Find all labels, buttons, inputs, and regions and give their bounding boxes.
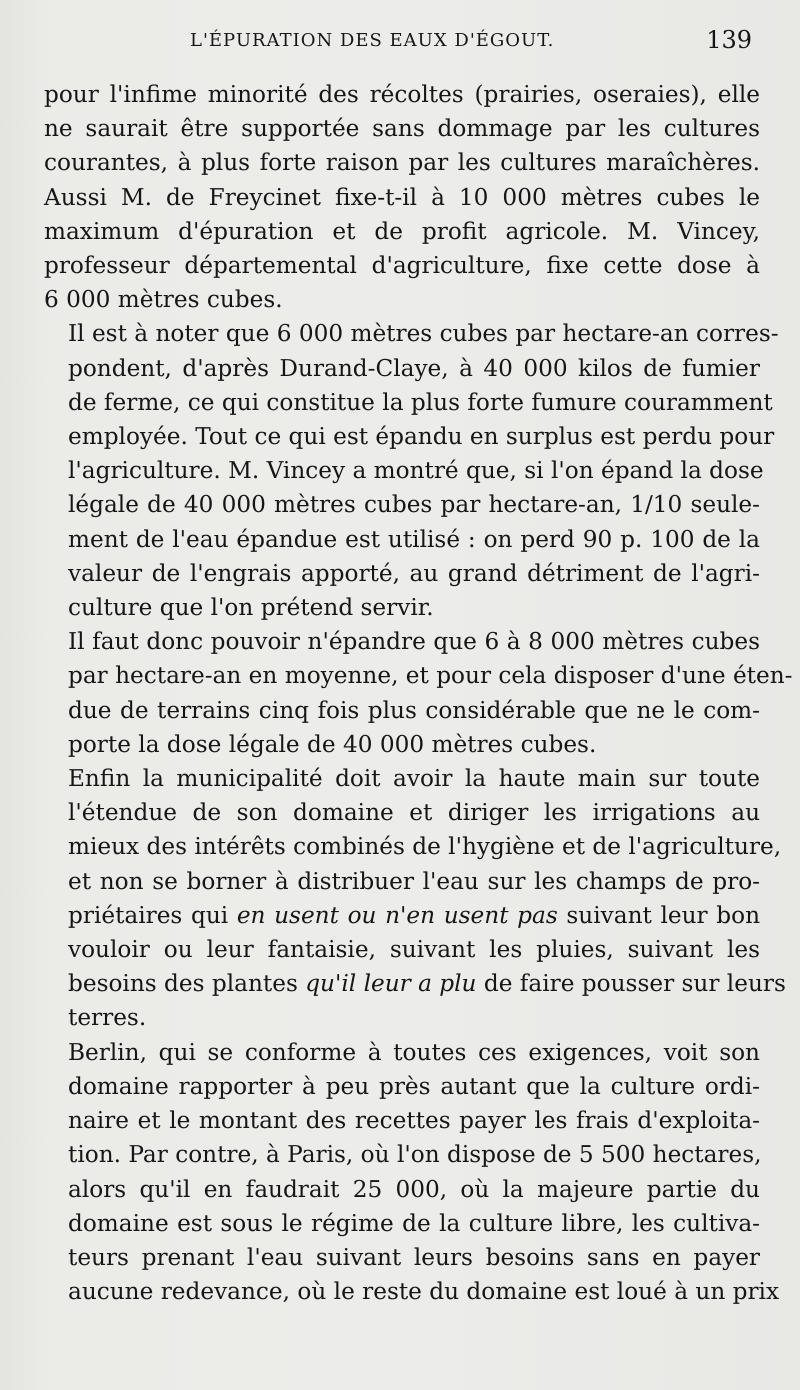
text-line: mieux des intérêts combinés de l'hygiène et de l'agriculture,	[68, 833, 782, 861]
italic-phrase: en usent ou n'en usent pas	[236, 901, 558, 929]
text-fragment: priétaires qui	[68, 901, 229, 929]
text-line	[44, 899, 760, 933]
text-line: aucune redevance, où le reste du domaine est loué à un prix	[68, 1278, 780, 1306]
text-fragment: besoins des plantes	[68, 970, 298, 998]
text-fragment: suivant leur bon	[566, 901, 761, 929]
text-line: Berlin, qui se conforme à toutes ces exigences, voit son	[68, 1038, 760, 1066]
paragraph-2	[44, 317, 779, 625]
text-line: due de terrains cinq fois plus considérable que ne le com-	[68, 696, 760, 724]
text-line: valeur de l'engrais apporté, au grand détriment de l'agri-	[68, 559, 760, 587]
text-fragment: de faire pousser sur leurs	[483, 970, 786, 998]
text-line: courantes, à plus forte raison par les cultures maraîchères.	[44, 149, 760, 177]
text-line: tion. Par contre, à Paris, où l'on dispose de 5 500 hectares,	[68, 1141, 762, 1169]
text-line: teurs prenant l'eau suivant leurs besoins sans en payer	[68, 1243, 760, 1271]
text-line: Enfin la municipalité doit avoir la haute main sur toute	[68, 765, 760, 793]
text-line: par hectare-an en moyenne, et pour cela disposer d'une éten-	[68, 662, 793, 690]
paragraph-4	[44, 762, 786, 1036]
text-line: pour l'infime minorité des récoltes (prairies, oseraies), elle	[44, 81, 760, 108]
text-line: vouloir ou leur fantaisie, suivant les pluies, suivant les	[68, 936, 760, 964]
paragraph-5	[44, 1036, 780, 1310]
text-line: légale de 40 000 mètres cubes par hectare-an, 1/10 seule-	[68, 491, 760, 519]
text-line: Aussi M. de Freycinet fixe-t-il à 10 000 mètres cubes le	[44, 183, 760, 211]
page-header	[0, 26, 800, 70]
text-line: naire et le montant des recettes payer les frais d'exploita-	[68, 1107, 760, 1135]
text-line: ne saurait être supportée sans dommage par les cultures	[44, 115, 760, 143]
text-line: 6 000 mètres cubes.	[44, 286, 283, 314]
text-line: professeur départemental d'agriculture, fixe cette dose à	[44, 252, 760, 280]
text-line: maximum d'épuration et de profit agricole. M. Vincey,	[44, 217, 760, 245]
text-line	[44, 967, 786, 1001]
text-line: l'agriculture. M. Vincey a montré que, si l'on épand la dose	[68, 457, 764, 485]
text-line: culture que l'on prétend servir.	[68, 594, 434, 622]
running-title: L'ÉPURATION DES EAUX D'ÉGOUT.	[190, 30, 555, 51]
text-line: pondent, d'après Durand-Claye, à 40 000 kilos de fumier	[68, 354, 760, 382]
text-line: de ferme, ce qui constitue la plus forte fumure couramment	[68, 388, 773, 416]
paragraph-1	[44, 78, 760, 317]
italic-phrase: qu'il leur a plu	[305, 970, 477, 998]
text-line: ment de l'eau épandue est utilisé : on perd 90 p. 100 de la	[68, 525, 760, 553]
page-number: 139	[706, 26, 752, 54]
text-line: et non se borner à distribuer l'eau sur les champs de pro-	[68, 867, 760, 895]
text-line: alors qu'il en faudrait 25 000, où la majeure partie du	[68, 1175, 760, 1203]
main-text	[44, 78, 793, 1309]
text-line: Il est à noter que 6 000 mètres cubes par hectare-an corres-	[68, 320, 779, 348]
text-line: domaine est sous le régime de la culture libre, les cultiva-	[68, 1209, 760, 1237]
text-line: porte la dose légale de 40 000 mètres cubes.	[68, 730, 597, 758]
text-line: Il faut donc pouvoir n'épandre que 6 à 8 000 mètres cubes	[68, 628, 760, 656]
text-line: domaine rapporter à peu près autant que la culture ordi-	[68, 1072, 760, 1100]
paragraph-3	[44, 625, 793, 762]
text-line: terres.	[68, 1004, 147, 1032]
text-line: employée. Tout ce qui est épandu en surplus est perdu pour	[68, 423, 775, 451]
text-line: l'étendue de son domaine et diriger les irrigations au	[68, 799, 760, 827]
